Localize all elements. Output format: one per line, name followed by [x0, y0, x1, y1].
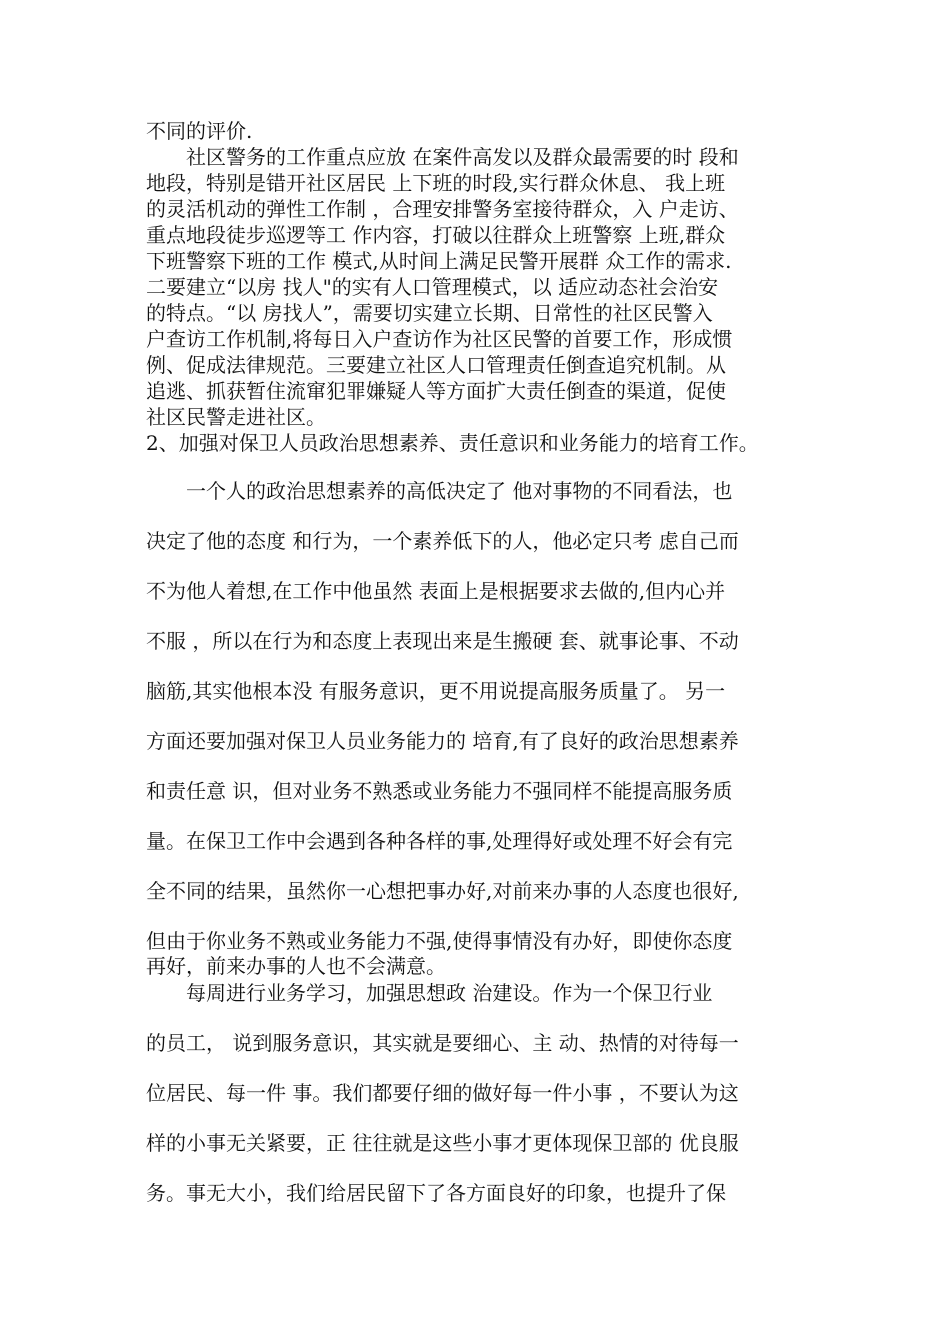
text-line: 但由于你业务不熟或业务能力不强,使得事情没有办好，即使你态度: [146, 929, 733, 953]
text-line: 量。在保卫工作中会遇到各种各样的事,处理得好或处理不好会有完: [146, 829, 733, 853]
text-line: 脑筋,其实他根本没 有服务意识，更不用说提高服务质量了。 另一: [146, 679, 726, 703]
text-line: 二要建立“以房 找人"的实有人口管理模式，以 适应动态社会治安: [146, 275, 719, 299]
text-line: 决定了他的态度 和行为，一个素养低下的人，他必定只考 虑自己而: [146, 529, 739, 553]
text-line: 每周进行业务学习，加强思想政 治建设。作为一个保卫行业: [186, 981, 713, 1005]
section-heading: [146, 429, 759, 457]
text-line: 地段，特别是错开社区居民 上下班的时段,实行群众休息、 我上班: [146, 171, 726, 195]
text-line: 和责任意 识，但对业务不熟悉或业务能力不强同样不能提高服务质: [146, 779, 733, 803]
text-line: 不同的评价.: [146, 119, 253, 143]
text-line: 社区民警走进社区。: [146, 405, 326, 429]
text-line: 方面还要加强对保卫人员业务能力的 培育,有了良好的政治思想素养: [146, 729, 739, 753]
text-line: 不服 ，所以在行为和态度上表现出来是生搬硬 套、就事论事、不动: [146, 629, 739, 653]
text-line: 全不同的结果，虽然你一心想把事办好,对前来办事的人态度也很好,: [146, 879, 739, 903]
heading-text: 2、加强对保卫人员政治思想素养、责任意识和业务能力的培育工作。: [146, 431, 759, 455]
text-line: 下班警察下班的工作 模式,从时间上满足民警开展群 众工作的需求.: [146, 249, 732, 273]
text-line: 户查访工作机制,将每日入户查访作为社区民警的首要工作，形成惯: [146, 327, 733, 351]
text-line: 务。事无大小，我们给居民留下了各方面良好的印象，也提升了保: [146, 1181, 726, 1205]
text-line: 的特点。“以 房找人”，需要切实建立长期、日常性的社区民警入: [146, 301, 713, 325]
paragraph-community-policing: [146, 118, 739, 430]
text-line: 社区警务的工作重点应放 在案件高发以及群众最需要的时 段和: [186, 145, 739, 169]
text-line: 样的小事无关紧要，正 往往就是这些小事才更体现保卫部的 优良服: [146, 1131, 739, 1155]
paragraph-political-literacy: [146, 466, 739, 966]
text-line: 追逃、抓获暂住流窜犯罪嫌疑人等方面扩大责任倒查的渠道，促使: [146, 379, 726, 403]
text-line: 例、促成法律规范。三要建立社区人口管理责任倒查追究机制。从: [146, 353, 726, 377]
text-line: 的员工， 说到服务意识，其实就是要细心、主 动、热情的对待每一: [146, 1031, 739, 1055]
text-line: 再好，前来办事的人也不会满意。: [146, 954, 446, 978]
paragraph-weekly-study: [146, 968, 739, 1218]
text-line: 重点地段徒步巡逻等工 作内容，打破以往群众上班警察 上班,群众: [146, 223, 726, 247]
text-line: 的灵活机动的弹性工作制 ，合理安排警务室接待群众，入 户走访、: [146, 197, 739, 221]
text-line: 位居民、每一件 事。我们都要仔细的做好每一件小事 ，不要认为这: [146, 1081, 739, 1105]
text-line: 不为他人着想,在工作中他虽然 表面上是根据要求去做的,但内心并: [146, 579, 726, 603]
text-line: 一个人的政治思想素养的高低决定了 他对事物的不同看法，也: [186, 479, 733, 503]
